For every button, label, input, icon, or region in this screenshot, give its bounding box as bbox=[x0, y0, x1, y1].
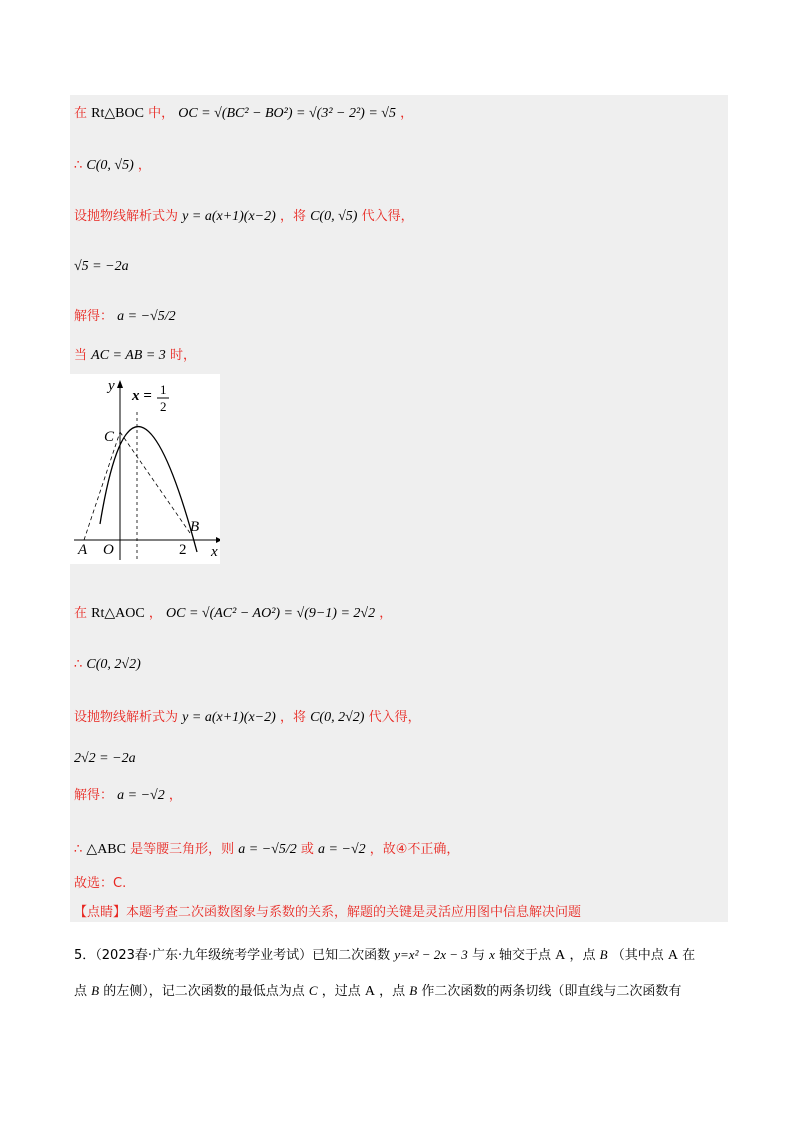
text-comma: ， bbox=[168, 788, 182, 803]
text-comma: ， bbox=[137, 158, 151, 173]
label-a: A bbox=[78, 542, 88, 558]
math-point-c: C(0, 2√2) bbox=[310, 710, 365, 725]
text-substitute: ，将 bbox=[279, 710, 306, 725]
text-time: 时， bbox=[169, 348, 196, 363]
solution-line-2 bbox=[74, 156, 151, 176]
text-solve: 解得： bbox=[74, 788, 114, 803]
q5-var-x: x bbox=[489, 947, 495, 962]
text-or: 或 bbox=[300, 842, 314, 857]
text-comma: ， bbox=[400, 106, 414, 121]
label-x: x bbox=[211, 544, 218, 560]
solution-line-11 bbox=[74, 786, 182, 806]
q5-point-a: A bbox=[555, 948, 566, 963]
segment-ac bbox=[84, 432, 120, 540]
math-point-c: C(0, √5) bbox=[86, 158, 134, 173]
text-substituted: 代入得， bbox=[368, 710, 421, 725]
label-c: C bbox=[104, 429, 115, 445]
text-zhong: 中， bbox=[148, 106, 175, 121]
math-point-c: C(0, 2√2) bbox=[86, 657, 141, 672]
q5-text: 轴交于点 bbox=[499, 948, 552, 963]
question-5-line-2 bbox=[74, 980, 681, 1003]
solution-line-7 bbox=[74, 604, 392, 624]
parabola-graph bbox=[70, 374, 220, 564]
q5-text: 的左侧），记二次函数的最低点为点 bbox=[103, 984, 305, 999]
q5-point-b: B bbox=[91, 983, 100, 998]
text-zai: 在 bbox=[74, 106, 88, 121]
text-conclusion: ，故④不正确， bbox=[369, 842, 460, 857]
q5-point-a: A bbox=[667, 948, 678, 963]
text-comma: ， bbox=[379, 606, 393, 621]
q5-text: （其中点 bbox=[611, 948, 664, 963]
math-condition: AC = AB = 3 bbox=[91, 348, 166, 363]
q5-text: 作二次函数的两条切线（即直线与二次函数有 bbox=[421, 984, 682, 999]
therefore-symbol: ∴ bbox=[74, 842, 83, 857]
solution-line-1 bbox=[74, 104, 413, 124]
text-isosceles: 是等腰三角形，则 bbox=[130, 842, 235, 857]
segment-cb bbox=[120, 432, 190, 533]
solution-line-3 bbox=[74, 207, 414, 227]
solution-line-10 bbox=[74, 749, 136, 769]
math-oc-formula: OC = √(BC² − BO²) = √(3² − 2²) = √5 bbox=[178, 106, 396, 121]
solution-line-4 bbox=[74, 257, 129, 277]
q5-intro-text: 5．（2023春·广东·九年级统考学业考试）已知二次函数 bbox=[74, 948, 391, 963]
text-comma: ， bbox=[148, 606, 162, 621]
q5-point-c: C bbox=[308, 983, 318, 998]
text-substituted: 代入得， bbox=[361, 209, 414, 224]
label-frac-num: 1 bbox=[160, 382, 167, 397]
therefore-symbol: ∴ bbox=[74, 158, 83, 173]
math-a-value: a = −√2 bbox=[117, 788, 165, 803]
text-set-parabola: 设抛物线解析式为 bbox=[74, 209, 179, 224]
solution-line-6 bbox=[74, 346, 196, 366]
solution-line-12 bbox=[74, 840, 459, 860]
comment-line: 【点睛】本题考查二次函数图象与系数的关系，解题的关键是灵活应用图中信息解决问题 bbox=[74, 905, 582, 920]
solution-line-9 bbox=[74, 708, 421, 728]
x-axis-arrow bbox=[216, 537, 220, 543]
solution-line-8 bbox=[74, 655, 141, 675]
label-y: y bbox=[108, 378, 115, 394]
question-5-line-1 bbox=[74, 944, 695, 967]
q5-point-b: B bbox=[409, 983, 418, 998]
parabola-graph-svg bbox=[70, 374, 220, 564]
label-o: O bbox=[103, 542, 114, 558]
math-oc-formula: OC = √(AC² − AO²) = √(9−1) = 2√2 bbox=[166, 606, 376, 621]
q5-point-a: A bbox=[364, 984, 375, 999]
q5-text: ，点 bbox=[569, 948, 596, 963]
q5-point-b: B bbox=[599, 947, 608, 962]
therefore-symbol: ∴ bbox=[74, 657, 83, 672]
parabola-curve bbox=[100, 427, 200, 552]
math-a-value: a = −√5/2 bbox=[117, 309, 176, 324]
q5-function: y=x² − 2x − 3 bbox=[394, 947, 468, 962]
q5-text: ，过点 bbox=[321, 984, 361, 999]
label-b: B bbox=[190, 519, 200, 535]
text-solve: 解得： bbox=[74, 309, 114, 324]
q5-text: 在 bbox=[682, 948, 696, 963]
text-when: 当 bbox=[74, 348, 88, 363]
math-point-c: C(0, √5) bbox=[310, 209, 358, 224]
math-parabola-expression: y = a(x+1)(x−2) bbox=[182, 710, 276, 725]
q5-text: 点 bbox=[74, 984, 88, 999]
text-zai: 在 bbox=[74, 606, 88, 621]
answer-line: 故选：C. bbox=[74, 876, 127, 891]
text-set-parabola: 设抛物线解析式为 bbox=[74, 710, 179, 725]
math-rt-triangle: Rt△AOC bbox=[91, 606, 145, 621]
math-a-value-2: a = −√2 bbox=[318, 842, 366, 857]
math-triangle-abc: △ABC bbox=[86, 842, 126, 857]
math-equation: √5 = −2a bbox=[74, 259, 129, 274]
q5-text: ，点 bbox=[379, 984, 406, 999]
label-x-equals: x = bbox=[132, 388, 152, 404]
label-frac-den: 2 bbox=[160, 399, 167, 414]
y-axis-arrow bbox=[117, 380, 123, 388]
math-rt-triangle: Rt△BOC bbox=[91, 106, 144, 121]
math-parabola-expression: y = a(x+1)(x−2) bbox=[182, 209, 276, 224]
math-equation: 2√2 = −2a bbox=[74, 751, 136, 766]
label-2: 2 bbox=[179, 542, 187, 558]
math-a-value-1: a = −√5/2 bbox=[238, 842, 297, 857]
solution-line-5 bbox=[74, 307, 176, 327]
text-substitute: ，将 bbox=[279, 209, 306, 224]
q5-text: 与 bbox=[471, 948, 485, 963]
